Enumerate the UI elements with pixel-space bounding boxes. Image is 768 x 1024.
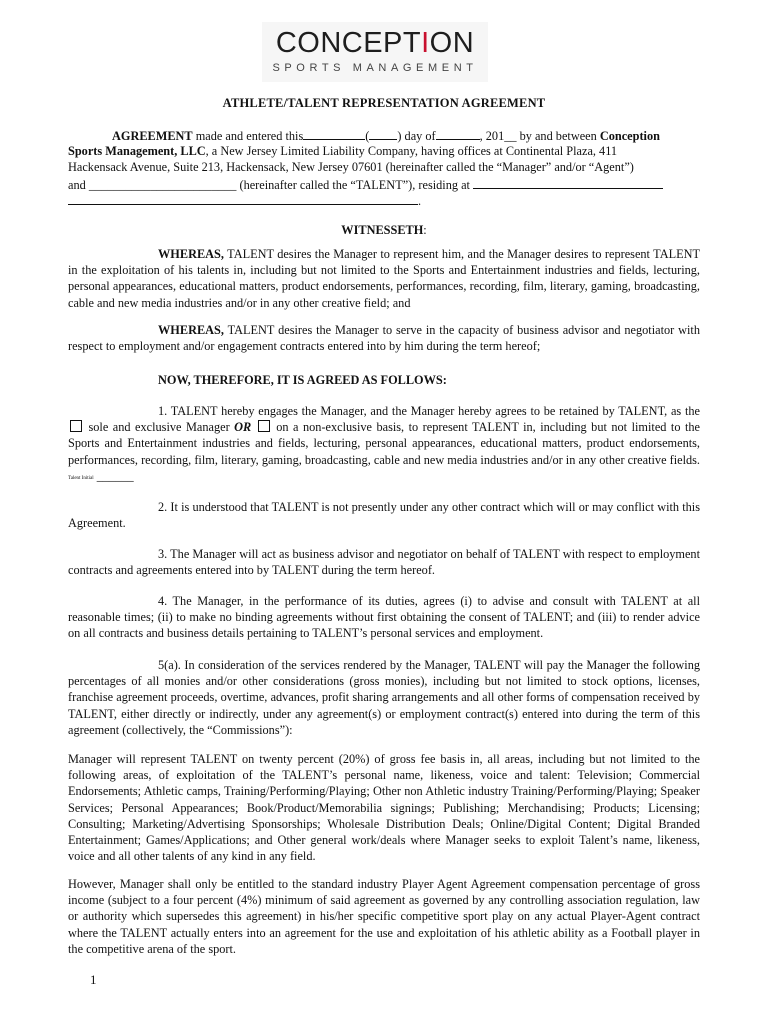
talent-initial-blank[interactable]: ______ [93, 468, 134, 483]
manager-fee-paragraph: Manager will represent TALENT on twenty percent (20%) of gross fee basis in, all areas, including but not limited to the following areas, of exploitation of the TALENT’s personal name, likeness, voice and talent: Television; Commercial Endorsements; Athletic camps, Training/Performing/Playing; Other non Athletic industry Training/Performing/Playing; Speaker Services; Personal Appearances; Book/Product/Memorabilia signings; Publishing; Merchandising; Products; Licensing; Consulting; Marketing/Advertising Sponsorships; Wholesale Distribution Deals; Online/Digital Content; Digital Branded Entertainment; Games/Applications; and Other general work/deals where Manager seeks to exploit Talent’s name, likeness, voice and all other talents of any kind in any field. [68, 752, 700, 864]
clause-4: 4. The Manager, in the performance of its duties, agrees (i) to advise and consult with TALENT at all reasonable times; (ii) to make no binding agreements without first obtaining the consent of TALENT; and (iii) to render advice on all contracts and business details pertaining to TALENT’s personal services and employment. [68, 594, 700, 641]
whereas-paragraph-2: WHEREAS, TALENT desires the Manager to serve in the capacity of business advisor and negotiator with respect to employment and/or engagement contracts entered into by him during the term hereof; [68, 323, 700, 354]
whereas-paragraph-1: WHEREAS, TALENT desires the Manager to represent him, and the Manager desires to represent TALENT in the exploitation of his talents in, including but not limited to the Sports and Entertainment industries and fields, lecturing, personal appearances, educational matters, product endorsements, performances, recording, film, literary, gaming, broadcasting, cable and new media industries and/or in any other creative field; and [68, 247, 700, 310]
clause-1: 1. TALENT hereby engages the Manager, and the Manager hereby agrees to be retained by TALENT, as the sole and exclusive Manager OR on a non-exclusive basis, to represent TALENT in, including but not limited to the Sports and Entertainment industries and fields, lecturing, personal appearances, educational matters, product endorsements, performances, recording, film, literary, gaming, broadcasting, cable and new media industries and/or in any other creative fields. Talent Initial ______ [68, 404, 701, 483]
non-exclusive-checkbox[interactable] [258, 420, 270, 432]
logo-brand: CONCEPTION [275, 27, 475, 59]
clause-3: 3. The Manager will act as business advisor and negotiator on behalf of TALENT with respect to employment contracts and agreements entered into by TALENT during the term hereof. [68, 547, 700, 578]
month-blank[interactable] [436, 127, 480, 140]
talent-address-blank-2[interactable] [68, 192, 418, 205]
exclusive-checkbox[interactable] [70, 420, 82, 432]
clause-5a: 5(a). In consideration of the services rendered by the Manager, TALENT will pay the Manager the following percentages of all monies and/or other considerations (gross monies), including but not limited to stock options, licenses, franchise agreement proceeds, overtime, advances, profit sharing arrangements and all other forms of compensation received by TALENT, either directly or indirectly, under any agreement(s) or employment contract(s) entered into during the term of this agreement (collectively, the “Commissions”): [68, 658, 700, 737]
date-day-blank[interactable] [303, 127, 365, 140]
clause-2: 2. It is understood that TALENT is not presently under any other contract which will or may conflict with this Agreement. [68, 500, 700, 531]
talent-initial-label: Talent Initial [68, 475, 94, 481]
talent-name-blank[interactable]: ________________________ [88, 177, 237, 192]
however-paragraph: However, Manager shall only be entitled to the standard industry Player Agent Agreement compensation percentage of gross income (subject to a four percent (4%) minimum of said agreement as governed by any controlling association regulation, law or authority which supersedes this agreement) in his/her specific competitive sport play on any actual Player-Agent contract where the TALENT actually enters into an agreement for the use and exploitation of his athletic ability as a Football player in the competitive arena of the sport. [68, 877, 700, 956]
talent-address-blank[interactable] [473, 176, 663, 189]
witnesseth-heading: WITNESSETH: [341, 223, 427, 237]
intro-paragraph: AGREEMENT made and entered this ( ) day of , 201__ by and between Conception Sports Management, LLC, a New Jersey Limited Liability Company, having offices at Continental Plaza, 411 Hackensack Avenue, Suite 213, Hackensack, New Jersey 07601 (hereinafter called the “Manager” and/or “Agent”) and ________________________ (hereinafter called the “TALENT”), residing at . [68, 127, 700, 208]
now-therefore-heading: NOW, THEREFORE, IT IS AGREED AS FOLLOWS: [158, 373, 447, 387]
logo-tagline: SPORTS MANAGEMENT [272, 62, 478, 74]
company-logo [262, 22, 488, 82]
document-title: ATHLETE/TALENT REPRESENTATION AGREEMENT [222, 96, 546, 110]
page-number: 1 [90, 972, 97, 987]
day-number-blank[interactable] [369, 127, 397, 140]
